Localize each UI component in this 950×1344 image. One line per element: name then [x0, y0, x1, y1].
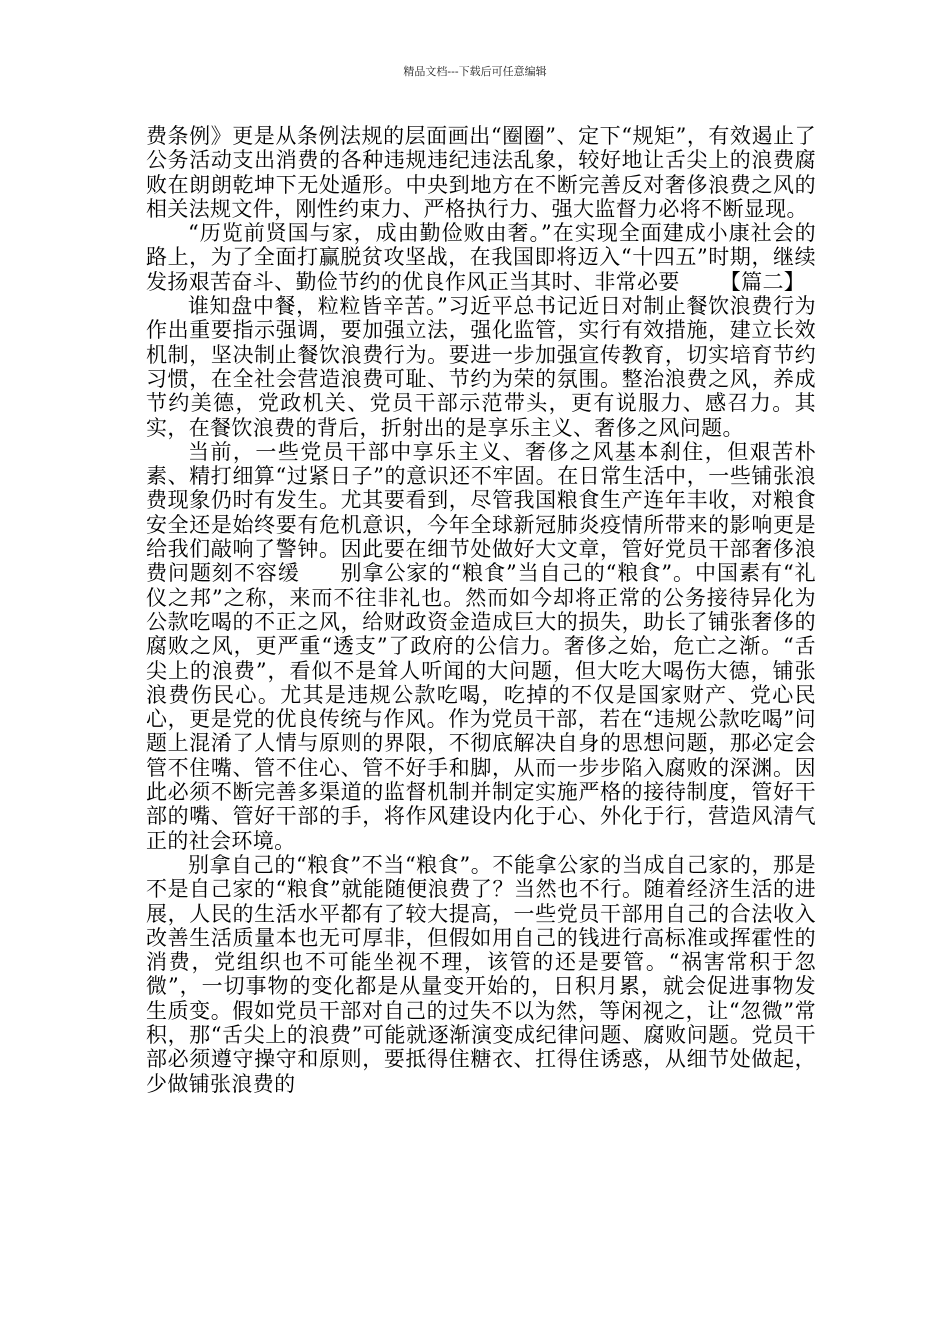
- paragraph-text: 当前，一些党员干部中享乐主义、奢侈之风基本刹住，但艰苦朴素、精打细算“过紧日子”的意识还不牢固。在日常生活中，一些铺张浪费现象仍时有发生。尤其要看到，尽管我国粮食生产连年丰收，对粮食安全还是始终要有危机意识，今年全球新冠肺炎疫情所带来的影响更是给我们敲响了警钟。因此要在细节处做好大文章，管好党员干部奢侈浪费问题刻不容缓: [146, 439, 816, 586]
- document-body: [146, 124, 816, 1096]
- paragraph-text: 别拿自己的“粮食”不当“粮食”。不能拿公家的当成自己家的，那是不是自己家的“粮食”就能随便浪费了？当然也不行。随着经济生活的进展，人民的生活水平都有了较大提高，一些党员干部用自己的合法收入改善生活质量本也无可厚非，但假如用自己的钱进行高标准或挥霍性的消费，党组织也不可能坐视不理，该管的还是要管。“祸害常积于忽微”，一切事物的变化都是从量变开始的，日积月累，就会促进事物发生质变。假如党员干部对自己的过失不以为然，等闲视之，让“忽微”常积，那“舌尖上的浪费”可能就逐渐演变成纪律问题、腐败问题。党员干部必须遵守操守和原则，要抵得住糖衣、扛得住诱惑，从细节处做起，少做铺张浪费的: [146, 852, 816, 1096]
- paragraph-4: [146, 440, 816, 853]
- paragraph-text-continued: 别拿公家的“粮食”当自己的“粮食”。中国素有“礼仪之邦”之称，来而不往非礼也。然而如今却将正常的公务接待异化为公款吃喝的不正之风，给财政资金造成巨大的损失，助长了铺张奢侈的腐败之风，更严重“透支”了政府的公信力。奢侈之始，危亡之渐。“舌尖上的浪费”，看似不是耸人听闻的大问题，但大吃大喝伤大德，铺张浪费伤民心。尤其是违规公款吃喝，吃掉的不仅是国家财产、党心民心，更是党的优良传统与作风。作为党员干部，若在“违规公款吃喝”问题上混淆了人情与原则的界限，不彻底解决自身的思想问题，那必定会管不住嘴、管不住心、管不好手和脚，从而一步步陷入腐败的深渊。因此必须不断完善多渠道的监督机制并制定实施严格的接待制度，管好干部的嘴、管好干部的手，将作风建设内化于心、外化于行，营造风清气正的社会环境。: [146, 561, 817, 853]
- paragraph-3: [146, 294, 816, 440]
- paragraph-2: [146, 221, 816, 294]
- page-header: 精品文档---下载后可任意编辑: [403, 65, 547, 78]
- paragraph-text: 费条例》更是从条例法规的层面画出“圈圈”、定下“规矩”，有效遏止了公务活动支出消费的各种违规违纪违法乱象，较好地让舌尖上的浪费腐败在朗朗乾坤下无处遁形。中央到地方在不断完善反对奢侈浪费之风的相关法规文件，刚性约束力、严格执行力、强大监督力必将不断显现。: [146, 124, 816, 221]
- section-heading-pian-er: 【篇二】: [719, 269, 806, 294]
- paragraph-1: [146, 124, 816, 221]
- paragraph-5: [146, 853, 816, 1096]
- paragraph-text: 谁知盘中餐，粒粒皆辛苦。”习近平总书记近日对制止餐饮浪费行为作出重要指示强调，要加强立法，强化监管，实行有效措施，建立长效机制，坚决制止餐饮浪费行为。要进一步加强宣传教育，切实培育节约习惯，在全社会营造浪费可耻、节约为荣的氛围。整治浪费之风，养成节约美德，党政机关、党员干部示范带头，更有说服力、感召力。其实，在餐饮浪费的背后，折射出的是享乐主义、奢侈之风问题。: [146, 294, 816, 440]
- paragraph-text: “历览前贤国与家，成由勤俭败由奢。”在实现全面建成小康社会的路上，为了全面打赢脱贫攻坚战，在我国即将迈入“十四五”时期，继续发扬艰苦奋斗、勤俭节约的优良作风正当其时、非常必要: [146, 221, 816, 294]
